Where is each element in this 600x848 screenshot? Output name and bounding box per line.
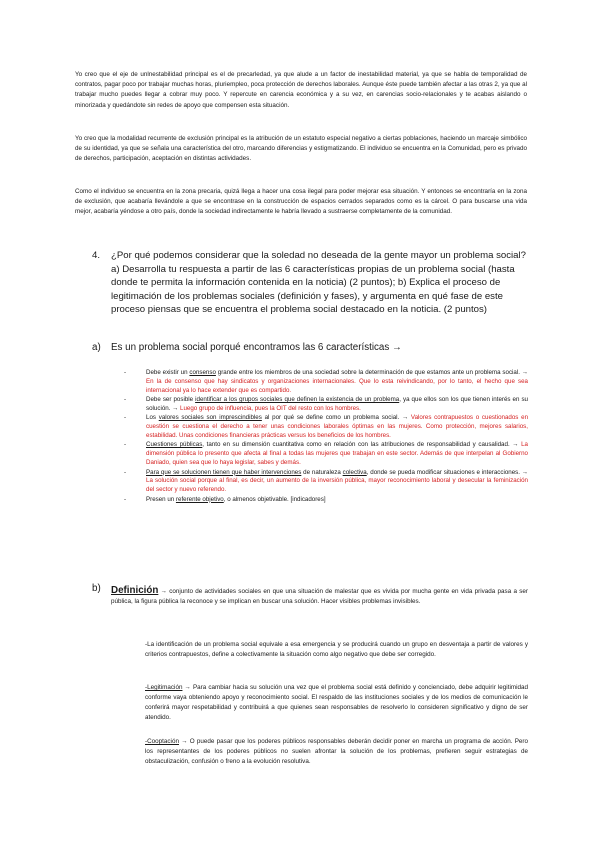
item-text: Los: [146, 414, 159, 422]
item-keyword: valores sociales son imprescindibles: [158, 414, 262, 422]
list-item-referente: [124, 496, 528, 505]
item-text: al por qué se define como un problema social. →: [261, 414, 411, 422]
paragraph-zona-exclusion: Como el individuo se encuentra en la zona precaria, quizá llega a hacer una cosa ilegal para poder mejorar esa situación. Y entonces se encontraría en la zona de exclusión, que acabaría llevándole a que se encontrase en la construcción de espacios cerrados separados como es la cárcel. O para buscarse una vida mejor, acabaría yéndose a otro país, donde la sociedad indirectamente le habría llevado a sustraerse completamente de la comunidad.: [75, 188, 527, 216]
definition-block: [92, 583, 528, 607]
list-item-valores: [124, 414, 528, 441]
question-text: ¿Por qué podemos considerar que la soledad no deseada de la gente mayor un problema social? a) Desarrolla tu respuesta a partir de las 6 características propias de un problema social (hasta donde te permita la información contenida en la noticia) (2 puntos); b) Explica el proceso de legitimación de los problemas sociales (definición y fases), y argumenta en qué fase de este proceso piensas que se encuentra el problema social destacado en la noticia. (2 puntos): [111, 250, 526, 315]
phase-text: -La identificación de un problema social equivale a esa emergencia y se producirá cuando un grupo en desventaja a partir de valores y criterios contrapuestos, define a colectivamente la situación como algo negativo que debe ser corregido.: [145, 641, 528, 658]
item-answer: La dimensión pública lo presento que afecta al final a todas las mujeres que trabajan en este sector. Además de que interpelan al Gobierno Daniado, quien sea que lo haya legislar, sabes y demás.: [146, 441, 528, 467]
item-answer: Valores contrapuestos o cuestionados en cuestión se cuestiona el derecho a tener unas condiciones laborales óptimas en las mujeres. Como protección, mejores salarios, estabilidad. Unas condiciones financieras prácticas versus los beneficios de los hombres.: [146, 414, 529, 440]
item-text: Debe existir un: [146, 369, 190, 376]
bullet-dash: -: [124, 441, 127, 449]
bullet-dash: -: [124, 414, 127, 422]
item-text: Presen un: [146, 495, 176, 503]
phase-term: -Cooptación: [145, 738, 179, 745]
phase-term: -Legitimación: [145, 684, 183, 691]
item-keyword: identificar a los grupos sociales que definen la existencia de un problema: [195, 396, 400, 404]
bullet-dash: -: [124, 396, 127, 404]
phase-text: → O puede pasar que los poderes públicos responsables deberán decidir poner en marcha un programa de acción. Pero los representantes de los poderes públicos no suelen afrontar la solución de los problemas, prefieren seguir estrategias de obstaculización, confusión o freno a la evolución resolutiva.: [145, 738, 528, 765]
section-a-label: a): [92, 342, 101, 353]
item-answer: Luego grupo de influencia, pues la OIT del resto con los hombres.: [180, 405, 361, 413]
list-item-grupos: [124, 396, 528, 414]
phase-cooptacion: [145, 737, 528, 767]
bullet-dash: -: [124, 369, 127, 376]
item-keyword: colectiva: [342, 468, 367, 476]
phase-legitimacion: [145, 683, 528, 723]
section-b-label: b): [92, 583, 101, 594]
list-item-consenso: [124, 369, 528, 396]
bullet-dash: -: [124, 495, 127, 503]
list-item-intervenciones: [124, 469, 528, 496]
item-keyword: Para que se solucionen tienen que haber intervenciones: [146, 468, 302, 476]
item-text: , tanto en su dimensión cuantitativa como en relación con las atribuciones de responsabilidad y causalidad. →: [202, 441, 522, 449]
item-answer: La solución social porque al final, es decir, un aumento de la inversión pública, mayor reconocimiento laboral y desecular la feminización del sector y nuevo referendo.: [146, 477, 528, 494]
item-text: Debe ser posible: [146, 396, 196, 404]
item-keyword: referente objetivo: [175, 495, 224, 503]
item-keyword: Cuestiones públicas: [146, 441, 203, 449]
item-keyword: consenso: [189, 369, 216, 376]
question-4: [92, 249, 532, 317]
item-text: , o almenos objetivable. [indicadores]: [223, 495, 326, 503]
item-text: , ya que ellos son los que tienen interés en su solución. →: [146, 396, 528, 413]
section-a-heading: [92, 341, 402, 354]
definition-term: Definición: [111, 585, 159, 596]
paragraph-exclusion: Yo creo que la modalidad recurrente de exclusión principal es la atribución de un estatuto especial negativo a ciertas poblaciones, haciendo un marcaje simbólico de su identidad, ya que se señala una característica del otro, marcando diferencias y estigmatizando. El individuo se encuentra en la Comunidad, pero es privado de derechos, participación, aceptación en distintas actividades.: [75, 135, 527, 163]
list-item-cuestiones: [124, 441, 528, 468]
item-text: , donde se pueda modificar situaciones e interacciones. →: [366, 468, 528, 476]
bullet-dash: -: [124, 468, 127, 476]
item-answer: En la de consenso que hay sindicatos y organizaciones internacionales. Que lo esta reivindicando, por lo tanto, el hecho que sea internacional ya lo hace extender que es compartido.: [146, 377, 528, 394]
paragraph-precariedad: Yo creo que el eje de unlnestabilidad principal es el de precarledad, ya que alude a un factor de inestabilidad material, ya que se habla de temporalidad de contratos, pagar poco por trabajar muchas horas, pluriempleo, poca protección de derechos laborales. Aunque éste puede también afectar a las otras 2, ya que al trabajar mucho puedes llegar a cobrar muy poco. Y repercute en carencia económica y a su vez, en carencias socio-relacionales y te acabas aislando o minorizada y quedándote sin redes de apoyo que compensen esta situación.: [75, 71, 527, 109]
phase-text: → Para cambiar hacia su solución una vez que el problema social está definido y concienciado, debe adquirir legitimidad conforme vaya obteniendo apoyo y reconocimiento social. El respaldo de las instituciones sociales y de los medios de comunicación le conferirá mayor respetabilidad y contribuirá a que quienes sean responsables de resolverlo lo consideren significativo y digno de ser atendido.: [145, 684, 528, 721]
definition-text: → conjunto de actividades sociales en que una situación de malestar que es vivida por mucha gente en vida privada pasa a ser pública, la figura pública la reconoce y se implican en buscar una solución. Hacer visibles problemas invisibles.: [111, 588, 528, 605]
section-a-title: Es un problema social porqué encontramos las 6 características →: [111, 342, 402, 353]
question-number: 4.: [92, 250, 101, 261]
item-text: grande entre los miembros de una sociedad sobre la determinación de que estamos ante un problema social. →: [215, 369, 528, 376]
phase-identificacion: [145, 640, 528, 660]
item-text: de naturaleza: [301, 468, 343, 476]
characteristics-list: [124, 369, 528, 505]
